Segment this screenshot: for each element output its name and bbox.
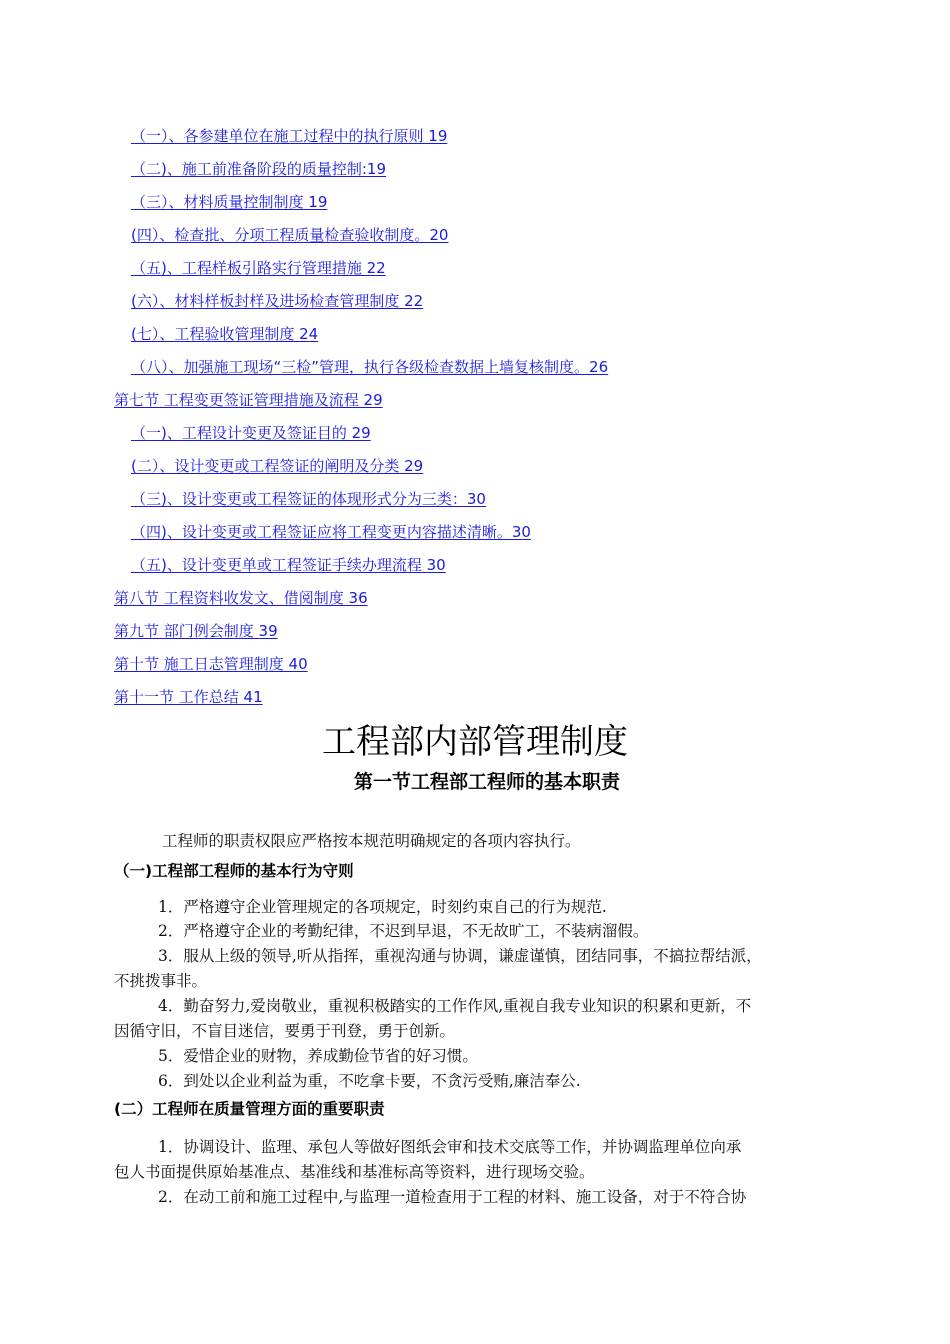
paragraph-line: 因循守旧，不盲目迷信，要勇于刊登，勇于创新。 xyxy=(114,1022,456,1040)
toc-link-section-11[interactable]: 第十一节 工作总结 41 xyxy=(114,688,263,706)
paragraph-line: 5．爱惜企业的财物，养成勤俭节省的好习惯。 xyxy=(158,1047,478,1065)
toc-link-1[interactable]: （一）、各参建单位在施工过程中的执行原则 19 xyxy=(131,127,448,145)
paragraph-line: 包人书面提供原始基准点、基准线和基准标高等资料，进行现场交验。 xyxy=(114,1163,595,1181)
document-title: 工程部内部管理制度 xyxy=(322,722,628,762)
subsection-heading-1: （一)工程部工程师的基本行为守则 xyxy=(114,862,354,880)
toc-link-13[interactable]: （五)、设计变更单或工程签证手续办理流程 30 xyxy=(131,556,446,574)
toc-link-3[interactable]: （三）、材料质量控制制度 19 xyxy=(131,193,328,211)
toc-link-11[interactable]: （三)、设计变更或工程签证的体现形式分为三类：30 xyxy=(131,490,486,508)
toc-link-9[interactable]: （一)、工程设计变更及签证目的 29 xyxy=(131,424,371,442)
paragraph-line: 3．服从上级的领导,听从指挥，重视沟通与协调，谦虚谨慎，团结同事，不搞拉帮结派， xyxy=(158,947,762,965)
toc-link-6[interactable]: (六）、材料样板封样及进场检查管理制度 22 xyxy=(131,292,424,310)
toc-link-5[interactable]: （五)、工程样板引路实行管理措施 22 xyxy=(131,259,386,277)
toc-link-7[interactable]: (七）、工程验收管理制度 24 xyxy=(131,325,319,343)
paragraph-line: 不挑拨事非。 xyxy=(114,972,208,990)
paragraph-line: 2．严格遵守企业的考勤纪律，不迟到早退，不无故旷工，不装病溜假。 xyxy=(158,922,649,940)
paragraph-line: 6．到处以企业利益为重，不吃拿卡要，不贪污受贿,廉洁奉公. xyxy=(158,1072,581,1090)
toc-link-10[interactable]: (二）、设计变更或工程签证的阐明及分类 29 xyxy=(131,457,424,475)
paragraph-line: 2．在动工前和施工过程中,与监理一道检查用于工程的材料、施工设备，对于不符合协 xyxy=(158,1188,747,1206)
toc-link-section-8[interactable]: 第八节 工程资料收发文、借阅制度 36 xyxy=(114,589,368,607)
paragraph-line: 4．勤奋努力,爱岗敬业，重视积极踏实的工作作风,重视自我专业知识的积累和更新，不 xyxy=(158,997,752,1015)
toc-link-8[interactable]: （八）、加强施工现场“三检”管理，执行各级检查数据上墙复核制度。26 xyxy=(131,358,609,376)
toc-link-4[interactable]: (四）、检查批、分项工程质量检查验收制度。20 xyxy=(131,226,449,244)
toc-link-2[interactable]: （二)、施工前准备阶段的质量控制:19 xyxy=(131,160,386,178)
toc-link-section-10[interactable]: 第十节 施工日志管理制度 40 xyxy=(114,655,308,673)
toc-link-section-7[interactable]: 第七节 工程变更签证管理措施及流程 29 xyxy=(114,391,383,409)
subsection-heading-2: (二）工程师在质量管理方面的重要职责 xyxy=(114,1100,385,1118)
section-title: 第一节工程部工程师的基本职责 xyxy=(353,771,620,793)
toc-link-12[interactable]: （四)、设计变更或工程签证应将工程变更内容描述清晰。30 xyxy=(131,523,531,541)
paragraph-line: 1．严格遵守企业管理规定的各项规定，时刻约束自己的行为规范. xyxy=(158,898,607,916)
intro-paragraph: 工程师的职责权限应严格按本规范明确规定的各项内容执行。 xyxy=(162,832,581,850)
paragraph-line: 1．协调设计、监理、承包人等做好图纸会审和技术交底等工作，并协调监理单位向承 xyxy=(158,1138,742,1156)
toc-link-section-9[interactable]: 第九节 部门例会制度 39 xyxy=(114,622,278,640)
